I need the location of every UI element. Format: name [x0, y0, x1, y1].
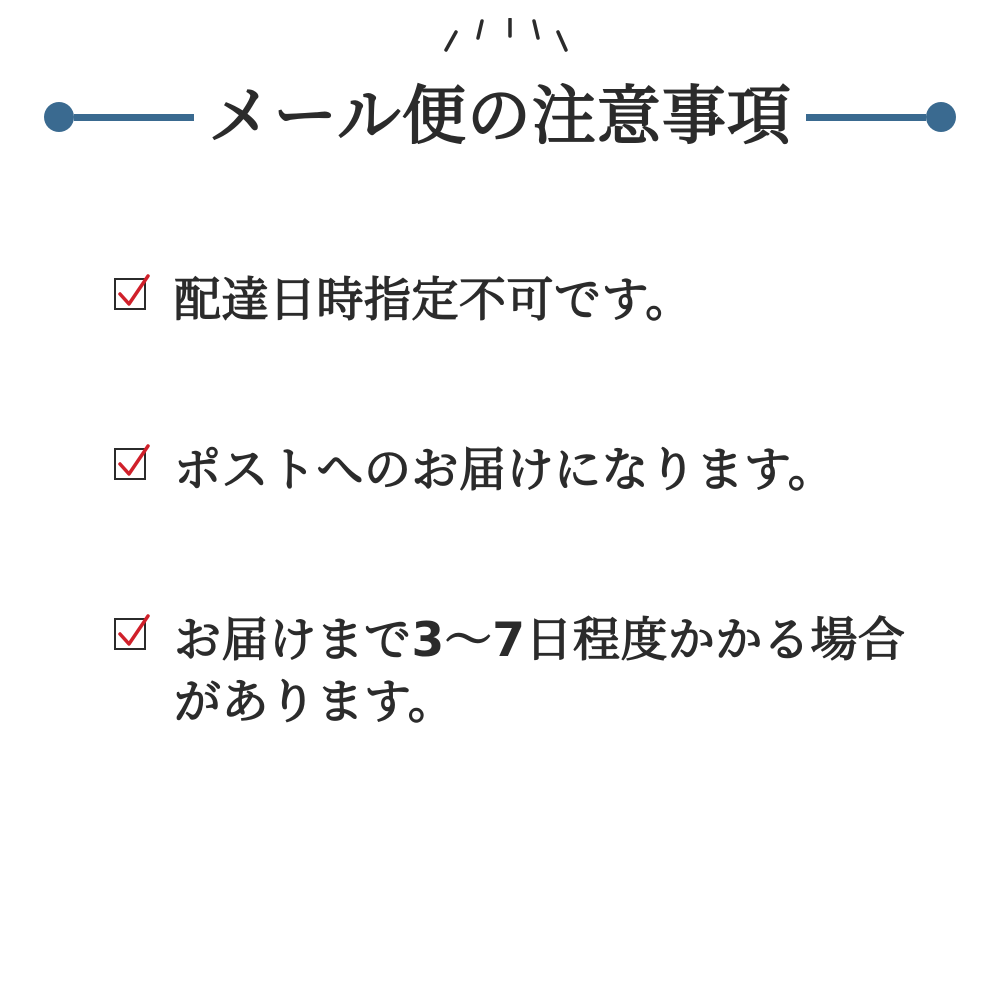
- list-item: [112, 610, 932, 734]
- notes-list: [112, 270, 932, 734]
- note-text: お届けまで3〜7日程度かかる場合があります。: [174, 613, 906, 731]
- list-item: [112, 270, 932, 332]
- right-dot-icon: [926, 102, 956, 132]
- checkmark-icon: [112, 616, 150, 654]
- right-rule-line: [806, 114, 926, 121]
- list-item: [112, 440, 932, 502]
- right-rule-decoration: [806, 102, 956, 132]
- left-dot-icon: [44, 102, 74, 132]
- page-header: [0, 0, 1000, 190]
- title-row: [0, 72, 1000, 162]
- left-rule-decoration: [44, 102, 194, 132]
- note-text: ポストへのお届けになります。: [174, 443, 836, 499]
- left-rule-line: [74, 114, 194, 121]
- note-text: 配達日時指定不可です。: [174, 273, 693, 328]
- checkmark-icon: [112, 276, 150, 314]
- page-title: メール便の注意事項: [208, 80, 792, 154]
- checkmark-icon: [112, 446, 150, 484]
- sparkle-decoration-icon: [430, 18, 580, 68]
